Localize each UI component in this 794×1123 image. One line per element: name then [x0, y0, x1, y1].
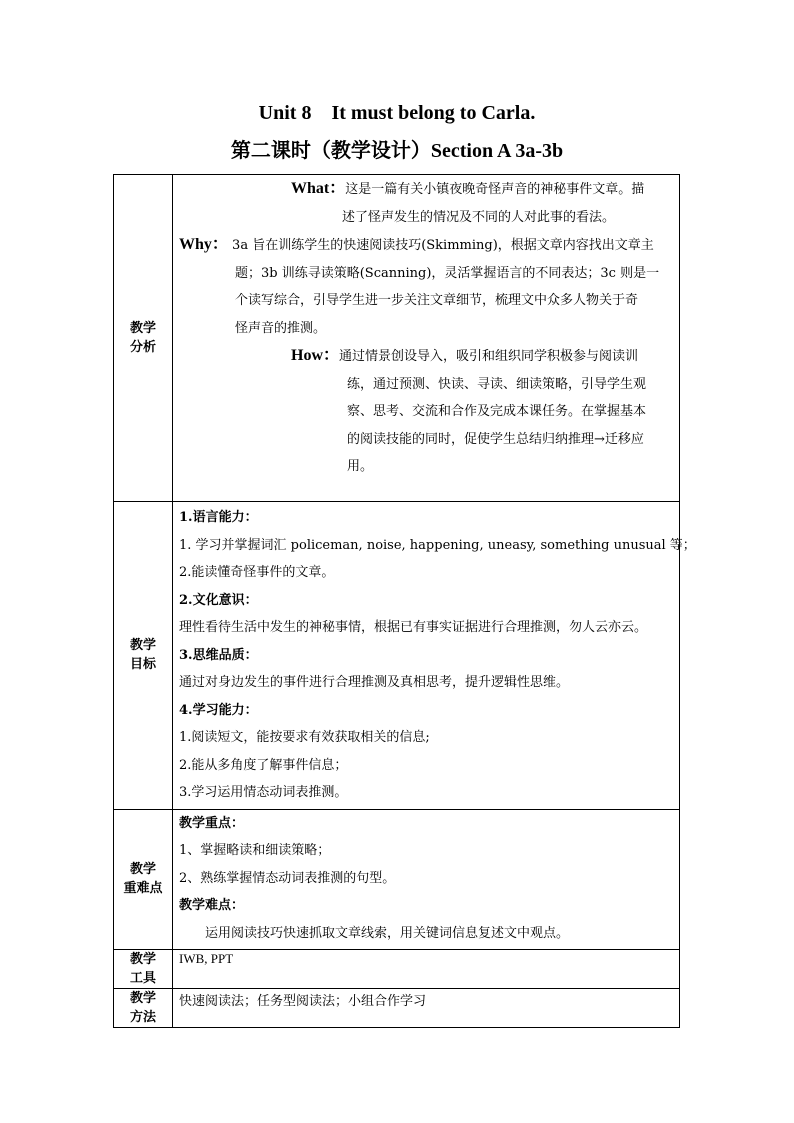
keypoint-line-2: 2、熟练掌握情态动词表推测的句型。 — [179, 870, 396, 886]
methods-label-line1: 教学 — [129, 991, 156, 1006]
what-text-line2: 述了怪声发生的情况及不同的人对此事的看法。 — [342, 209, 616, 225]
keypoints-label-line1: 教学 — [129, 862, 156, 878]
objective-heading-thinking: 3.思维品质： — [179, 647, 258, 663]
objective-line-3: 理性看待生活中发生的神秘事情，根据已有事实证据进行合理推测，勿人云亦云。 — [179, 620, 648, 635]
methods-label-line2: 方法 — [129, 1010, 156, 1025]
how-text-line1: 通过情景创设导入，吸引和组织同学积极参与阅读训 — [339, 349, 639, 364]
objective-heading-learning: 4.学习能力： — [179, 702, 258, 718]
analysis-label-line1: 教学 — [129, 321, 156, 336]
why-text-line3: 个读写综合，引导学生进一步关注文章细节，梳理文中众多人物关于奇 — [235, 293, 639, 308]
objectives-row — [114, 502, 680, 810]
methods-content — [173, 989, 680, 1028]
keypoint-line-1: 1、掌握略读和细读策略； — [179, 843, 331, 858]
what-label: What： — [291, 180, 346, 197]
analysis-row — [114, 175, 680, 502]
how-text-line3: 察、思考、交流和合作及完成本课任务。在掌握基本 — [347, 404, 647, 419]
objective-line-2: 2.能读懂奇怪事件的文章。 — [179, 565, 335, 580]
objective-line-7: 3.学习运用情态动词表推测。 — [179, 785, 348, 800]
objective-heading-language: 1.语言能力： — [179, 510, 258, 525]
why-text-line2: 题；3b 训练寻读策略(Scanning)，灵活掌握语言的不同表达；3c 则是一 — [235, 265, 660, 281]
lesson-title: 第二课时（教学设计）Section A 3a-3b — [230, 140, 564, 162]
objective-line-1: 1. 学习并掌握词汇 policeman, noise, happening, uneasy, something unusual 等； — [179, 537, 696, 553]
keypoints-content — [173, 809, 680, 950]
tools-value: IWB, PPT — [179, 951, 234, 966]
tools-content — [173, 950, 680, 989]
tools-label-line2: 工具 — [129, 971, 156, 986]
keypoints-row — [114, 809, 680, 950]
objective-line-4: 通过对身边发生的事件进行合理推测及真相思考，提升逻辑性思维。 — [179, 675, 570, 690]
unit-title: Unit 8 It must belong to Carla. — [258, 102, 536, 124]
keypoints-label — [114, 809, 173, 950]
objectives-label-line2: 目标 — [129, 657, 156, 673]
objective-line-5: 1.阅读短文，能按要求有效获取相关的信息; — [179, 730, 430, 745]
keypoints-heading-focus: 教学重点： — [179, 815, 245, 831]
lesson-plan-table — [113, 174, 696, 1028]
tools-row — [114, 950, 680, 989]
keypoint-line-3: 运用阅读技巧快速抓取文章线索，用关键词信息复述文中观点。 — [205, 925, 570, 941]
how-text-line5: 用。 — [347, 459, 374, 474]
how-text-line2: 练，通过预测、快读、寻读、细读策略，引导学生观 — [347, 376, 647, 392]
objectives-content — [173, 502, 696, 810]
why-label: Why： — [179, 236, 228, 253]
objective-heading-culture: 2.文化意识： — [179, 592, 258, 608]
analysis-label-line2: 分析 — [129, 340, 156, 355]
objective-line-6: 2.能从多角度了解事件信息； — [179, 757, 348, 773]
keypoints-heading-difficulty: 教学难点： — [179, 898, 245, 913]
how-label: How： — [291, 347, 340, 364]
analysis-content — [173, 175, 680, 502]
why-text-line4: 怪声音的推测。 — [235, 320, 327, 336]
methods-label — [114, 989, 173, 1028]
keypoints-label-line2: 重难点 — [123, 881, 163, 897]
methods-value: 快速阅读法；任务型阅读法；小组合作学习 — [179, 994, 427, 1009]
tools-label — [114, 950, 173, 989]
tools-label-line1: 教学 — [129, 952, 156, 967]
how-text-line4: 的阅读技能的同时，促使学生总结归纳推理→迁移应 — [347, 431, 644, 447]
objectives-label-line1: 教学 — [129, 638, 156, 654]
why-text-line1: 3a 旨在训练学生的快速阅读技巧(Skimming)，根据文章内容找出文章主 — [232, 238, 654, 253]
methods-row — [114, 989, 680, 1028]
what-text-line1: 这是一篇有关小镇夜晚奇怪声音的神秘事件文章。描 — [345, 182, 645, 197]
objectives-label — [114, 502, 173, 810]
analysis-label — [114, 175, 173, 502]
